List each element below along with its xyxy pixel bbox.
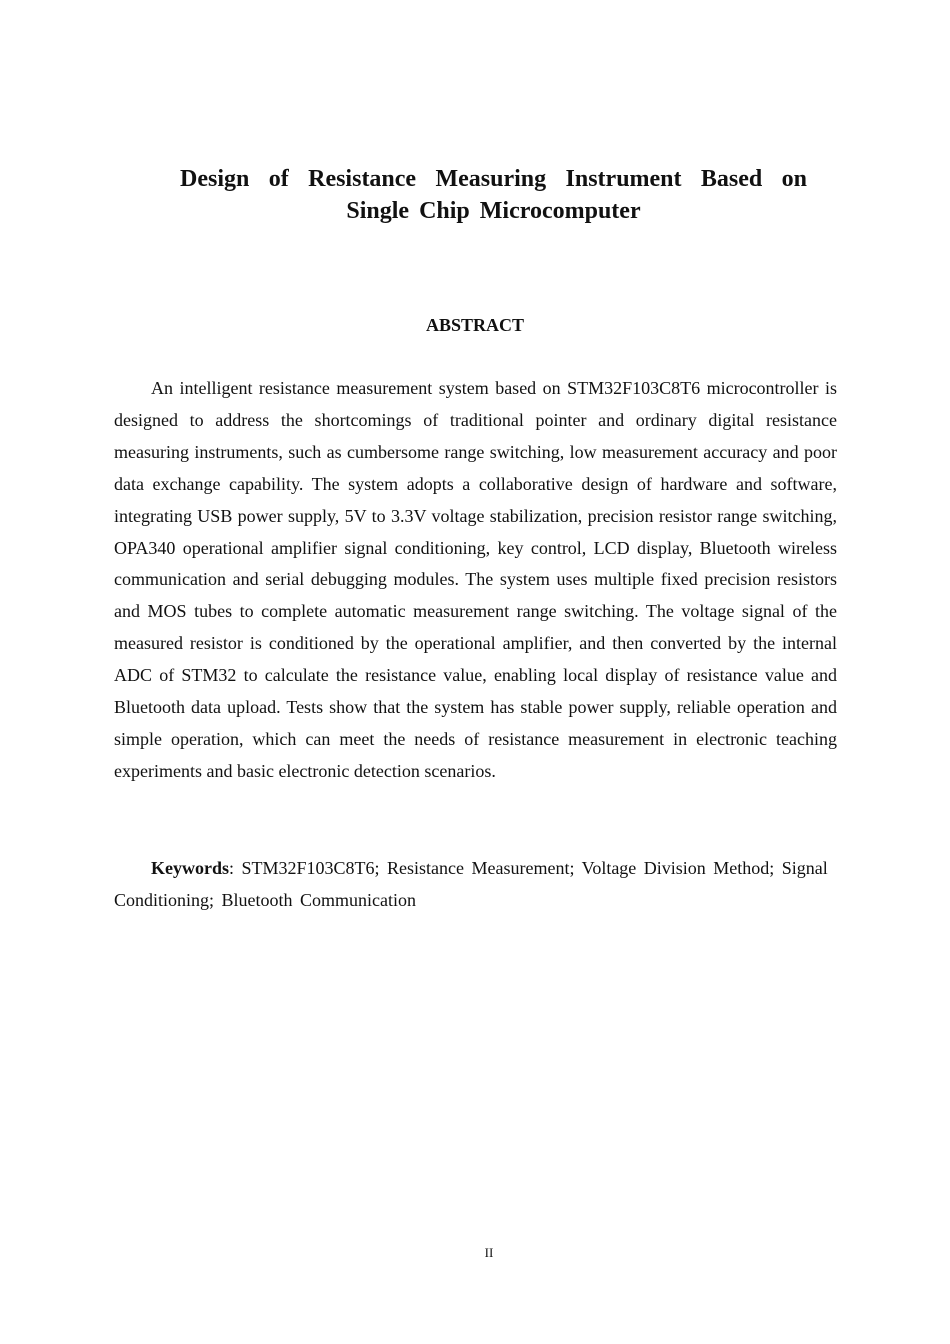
keywords-paragraph (114, 852, 837, 916)
document-title (180, 163, 807, 227)
page-number: II (484, 1245, 494, 1260)
keywords-label: Keywords (151, 858, 229, 878)
title-line-1: Design of Resistance Measuring Instrument Based on (180, 166, 807, 192)
title-line-2: Single Chip Microcomputer (346, 198, 641, 224)
abstract-heading: ABSTRACT (425, 315, 525, 335)
abstract-paragraph: An intelligent resistance measurement system based on STM32F103C8T6 microcontroller is designed to address the shortcomings of traditional pointer and ordinary digital resistance measuring instruments, such as cumbersome range switching, low measurement accuracy and poor data exchange capability. The system adopts a collaborative design of hardware and software, integrating USB power supply, 5V to 3.3V voltage stabilization, precision resistor range switching, OPA340 operational amplifier signal conditioning, key control, LCD display, Bluetooth wireless communication and serial debugging modules. The system uses multiple fixed precision resistors and MOS tubes to complete automatic measurement range switching. The voltage signal of the measured resistor is conditioned by the operational amplifier, and then converted by the internal ADC of STM32 to calculate the resistance value, enabling local display of resistance value and Bluetooth data upload. Tests show that the system has stable power supply, reliable operation and simple operation, which can meet the needs of resistance measurement in electronic teaching experiments and basic electronic detection scenarios. (114, 378, 837, 781)
keywords-list: : STM32F103C8T6; Resistance Measurement; Voltage Division Method; Signal Conditioning; Bluetooth Communication (114, 858, 828, 910)
